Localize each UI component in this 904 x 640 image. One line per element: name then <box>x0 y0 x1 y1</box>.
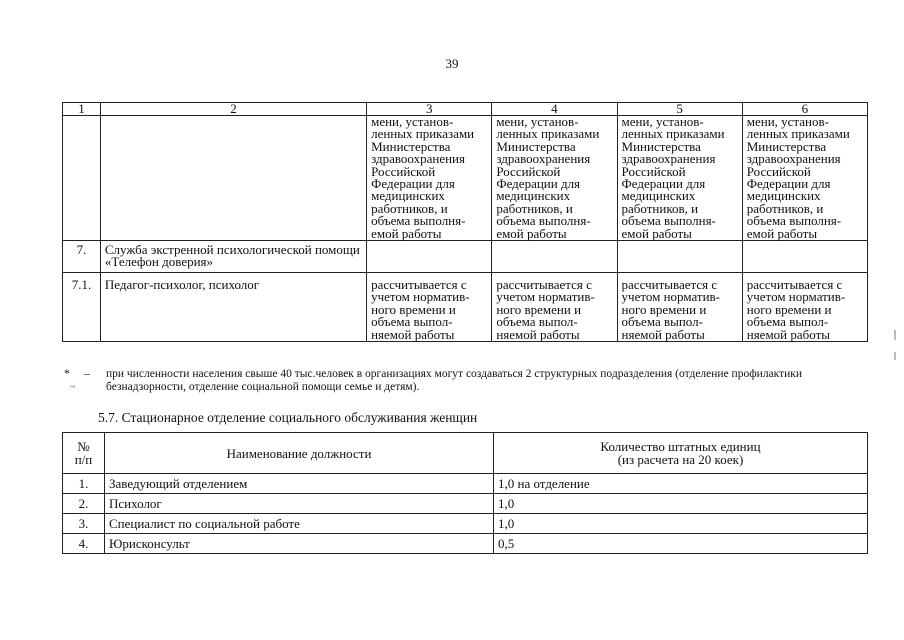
page-number: 39 <box>445 56 459 71</box>
table-row <box>63 514 868 534</box>
table-row <box>63 494 868 514</box>
staff-quantity: 1,0 на отделение <box>494 474 868 494</box>
footnote-dash: – <box>84 368 90 380</box>
scan-edge-mark <box>894 330 896 340</box>
staff-quantity: 0,5 <box>494 534 868 554</box>
position-name: Юрисконсульт <box>105 534 494 554</box>
footnote-tail-mark: ~ <box>70 382 76 393</box>
row-number: 7.1. <box>63 273 101 342</box>
row-number: 3. <box>63 514 105 534</box>
column-number: 6 <box>742 103 867 116</box>
column-number: 5 <box>617 103 742 116</box>
table-cell <box>63 116 101 241</box>
row-number: 1. <box>63 474 105 494</box>
position-name: Служба экстренной психологической помощи «Телефон доверия» <box>100 241 366 273</box>
staffing-table-continued <box>62 102 868 342</box>
table-row <box>63 534 868 554</box>
row-number: 2. <box>63 494 105 514</box>
table-cell <box>742 241 867 273</box>
section-title: 5.7. Стационарное отделение социального обслуживания женщин <box>98 410 478 425</box>
staff-quantity: рассчитывается с учетом норматив- ного времени и объема выпол- няемой работы <box>367 273 492 342</box>
footnote-mark: * <box>64 368 70 380</box>
table-cell <box>367 241 492 273</box>
staff-quantity: рассчитывается с учетом норматив- ного времени и объема выпол- няемой работы <box>492 273 617 342</box>
row-number: 7. <box>63 241 101 273</box>
staff-quantity: рассчитывается с учетом норматив- ного времени и объема выпол- няемой работы <box>742 273 867 342</box>
header-number: № п/п <box>63 433 105 474</box>
position-name: Педагог-психолог, психолог <box>100 273 366 342</box>
continuation-row <box>63 116 868 241</box>
table-cell <box>617 241 742 273</box>
staff-quantity: 1,0 <box>494 514 868 534</box>
column-number: 2 <box>100 103 366 116</box>
position-name: Специалист по социальной работе <box>105 514 494 534</box>
table-row <box>63 474 868 494</box>
continuation-cell: мени, установ- ленных приказами Министерства здравоохранения Российской Федерации для медицинских работников, и объема выполня- емой работы <box>617 116 742 241</box>
header-position: Наименование должности <box>105 433 494 474</box>
staffing-table <box>62 432 868 554</box>
table-row <box>63 273 868 342</box>
continuation-cell: мени, установ- ленных приказами Министерства здравоохранения Российской Федерации для медицинских работников, и объема выполня- емой работы <box>742 116 867 241</box>
position-name: Психолог <box>105 494 494 514</box>
scan-edge-mark <box>894 352 896 360</box>
row-number: 4. <box>63 534 105 554</box>
footnote <box>62 368 868 394</box>
header-quantity: Количество штатных единиц (из расчета на 20 коек) <box>494 433 868 474</box>
table-row <box>63 241 868 273</box>
table-cell <box>492 241 617 273</box>
continuation-cell: мени, установ- ленных приказами Министерства здравоохранения Российской Федерации для медицинских работников, и объема выполня- емой работы <box>367 116 492 241</box>
staff-quantity: 1,0 <box>494 494 868 514</box>
staff-quantity: рассчитывается с учетом норматив- ного времени и объема выпол- няемой работы <box>617 273 742 342</box>
table-cell <box>100 116 366 241</box>
footnote-text: при численности населения свыше 40 тыс.человек в организациях могут создаваться 2 структурных подразделения (отделение профилактики безнадзорности, отделение социальной помощи семье и детям). <box>106 368 803 393</box>
continuation-cell: мени, установ- ленных приказами Министерства здравоохранения Российской Федерации для медицинских работников, и объема выполня- емой работы <box>492 116 617 241</box>
table-header-row <box>63 433 868 474</box>
column-number: 4 <box>492 103 617 116</box>
position-name: Заведующий отделением <box>105 474 494 494</box>
column-number: 3 <box>367 103 492 116</box>
column-number: 1 <box>63 103 101 116</box>
